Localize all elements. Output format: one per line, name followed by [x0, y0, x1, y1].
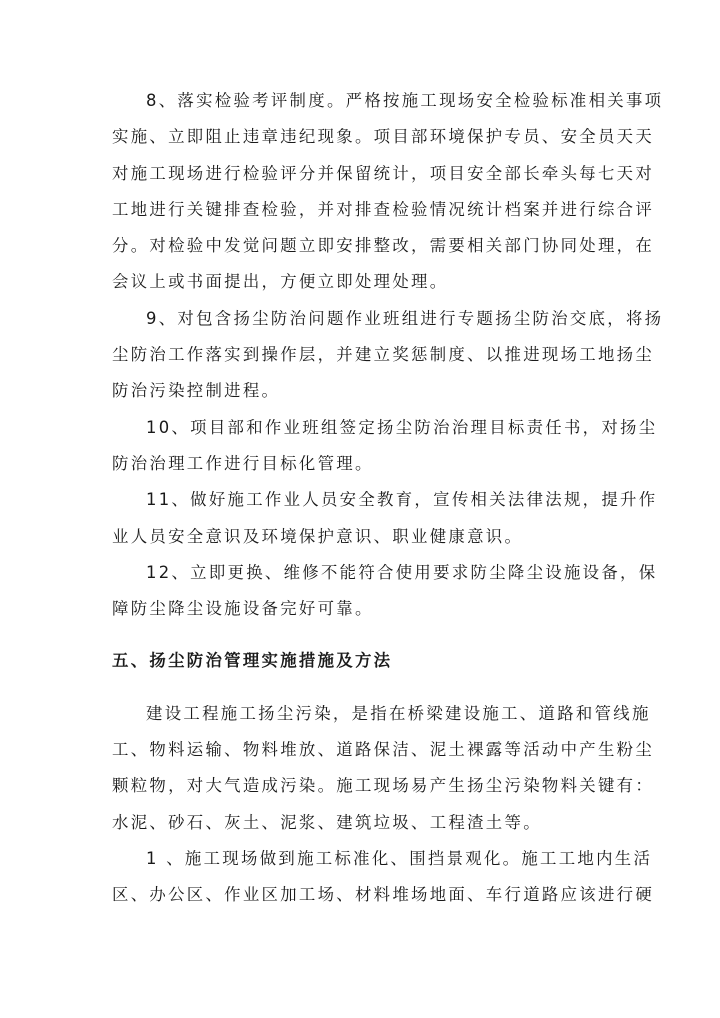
paragraph-line: 实施、立即阻止违章违纪现象。项目部环境保护专员、安全员天天 [112, 127, 655, 147]
section-intro-paragraph [112, 696, 655, 841]
paragraph-line: 业人员安全意识及环境保护意识、职业健康意识。 [112, 526, 524, 546]
paragraph-item-11 [112, 482, 658, 555]
paragraph-item-10 [112, 410, 658, 483]
section-spacer [112, 680, 612, 696]
paragraph-line: 1 、施工现场做到施工标准化、围挡景观化。施工工地内生活 [146, 848, 653, 868]
paragraph-line: 工、物料运输、物料堆放、道路保洁、泥土裸露等活动中产生粉尘 [112, 740, 655, 760]
paragraph-line: 尘防治工作落实到操作层，并建立奖惩制度、以推进现场工地扬尘 [112, 345, 655, 365]
paragraph-line: 区、办公区、作业区加工场、材料堆场地面、车行道路应该进行硬 [112, 885, 655, 905]
paragraph-line: 防治治理工作进行目标化管理。 [112, 453, 374, 473]
paragraph-item-12 [112, 555, 658, 628]
paragraph-line: 对施工现场进行检验评分并保留统计，项目安全部长牵头每七天对 [112, 163, 655, 183]
paragraph-line: 防治污染控制进程。 [112, 381, 281, 401]
paragraph-line: 工地进行关键排查检验，并对排查检验情况统计档案并进行综合评 [112, 199, 655, 219]
section-spacer [112, 627, 612, 643]
paragraph-line: 会议上或书面提出，方便立即处理处理。 [112, 272, 449, 292]
paragraph-item-8 [112, 83, 664, 301]
document-body [112, 83, 664, 914]
section-heading: 五、扬尘防治管理实施措施及方法 [112, 651, 393, 671]
section-item-1 [112, 841, 655, 914]
paragraph-line: 10、项目部和作业班组签定扬尘防治治理目标责任书，对扬尘 [146, 417, 658, 437]
paragraph-line: 分。对检验中发觉问题立即安排整改，需要相关部门协同处理，在 [112, 236, 655, 256]
paragraph-line: 8、落实检验考评制度。严格按施工现场安全检验标准相关事项 [146, 91, 664, 110]
paragraph-line: 水泥、砂石、灰土、泥浆、建筑垃圾、工程渣土等。 [112, 812, 542, 832]
paragraph-line: 障防尘降尘设施设备完好可靠。 [112, 599, 374, 619]
paragraph-line: 9、对包含扬尘防治问题作业班组进行专题扬尘防治交底，将扬 [146, 308, 664, 328]
paragraph-line: 12、立即更换、维修不能符合使用要求防尘降尘设施设备，保 [146, 562, 658, 582]
paragraph-line: 建设工程施工扬尘污染，是指在桥梁建设施工、道路和管线施 [146, 703, 651, 723]
paragraph-line: 颗粒物，对大气造成污染。施工现场易产生扬尘污染物料关键有： [112, 776, 655, 796]
paragraph-item-9 [112, 301, 664, 410]
paragraph-line: 11、做好施工作业人员安全教育，宣传相关法律法规，提升作 [146, 490, 658, 510]
